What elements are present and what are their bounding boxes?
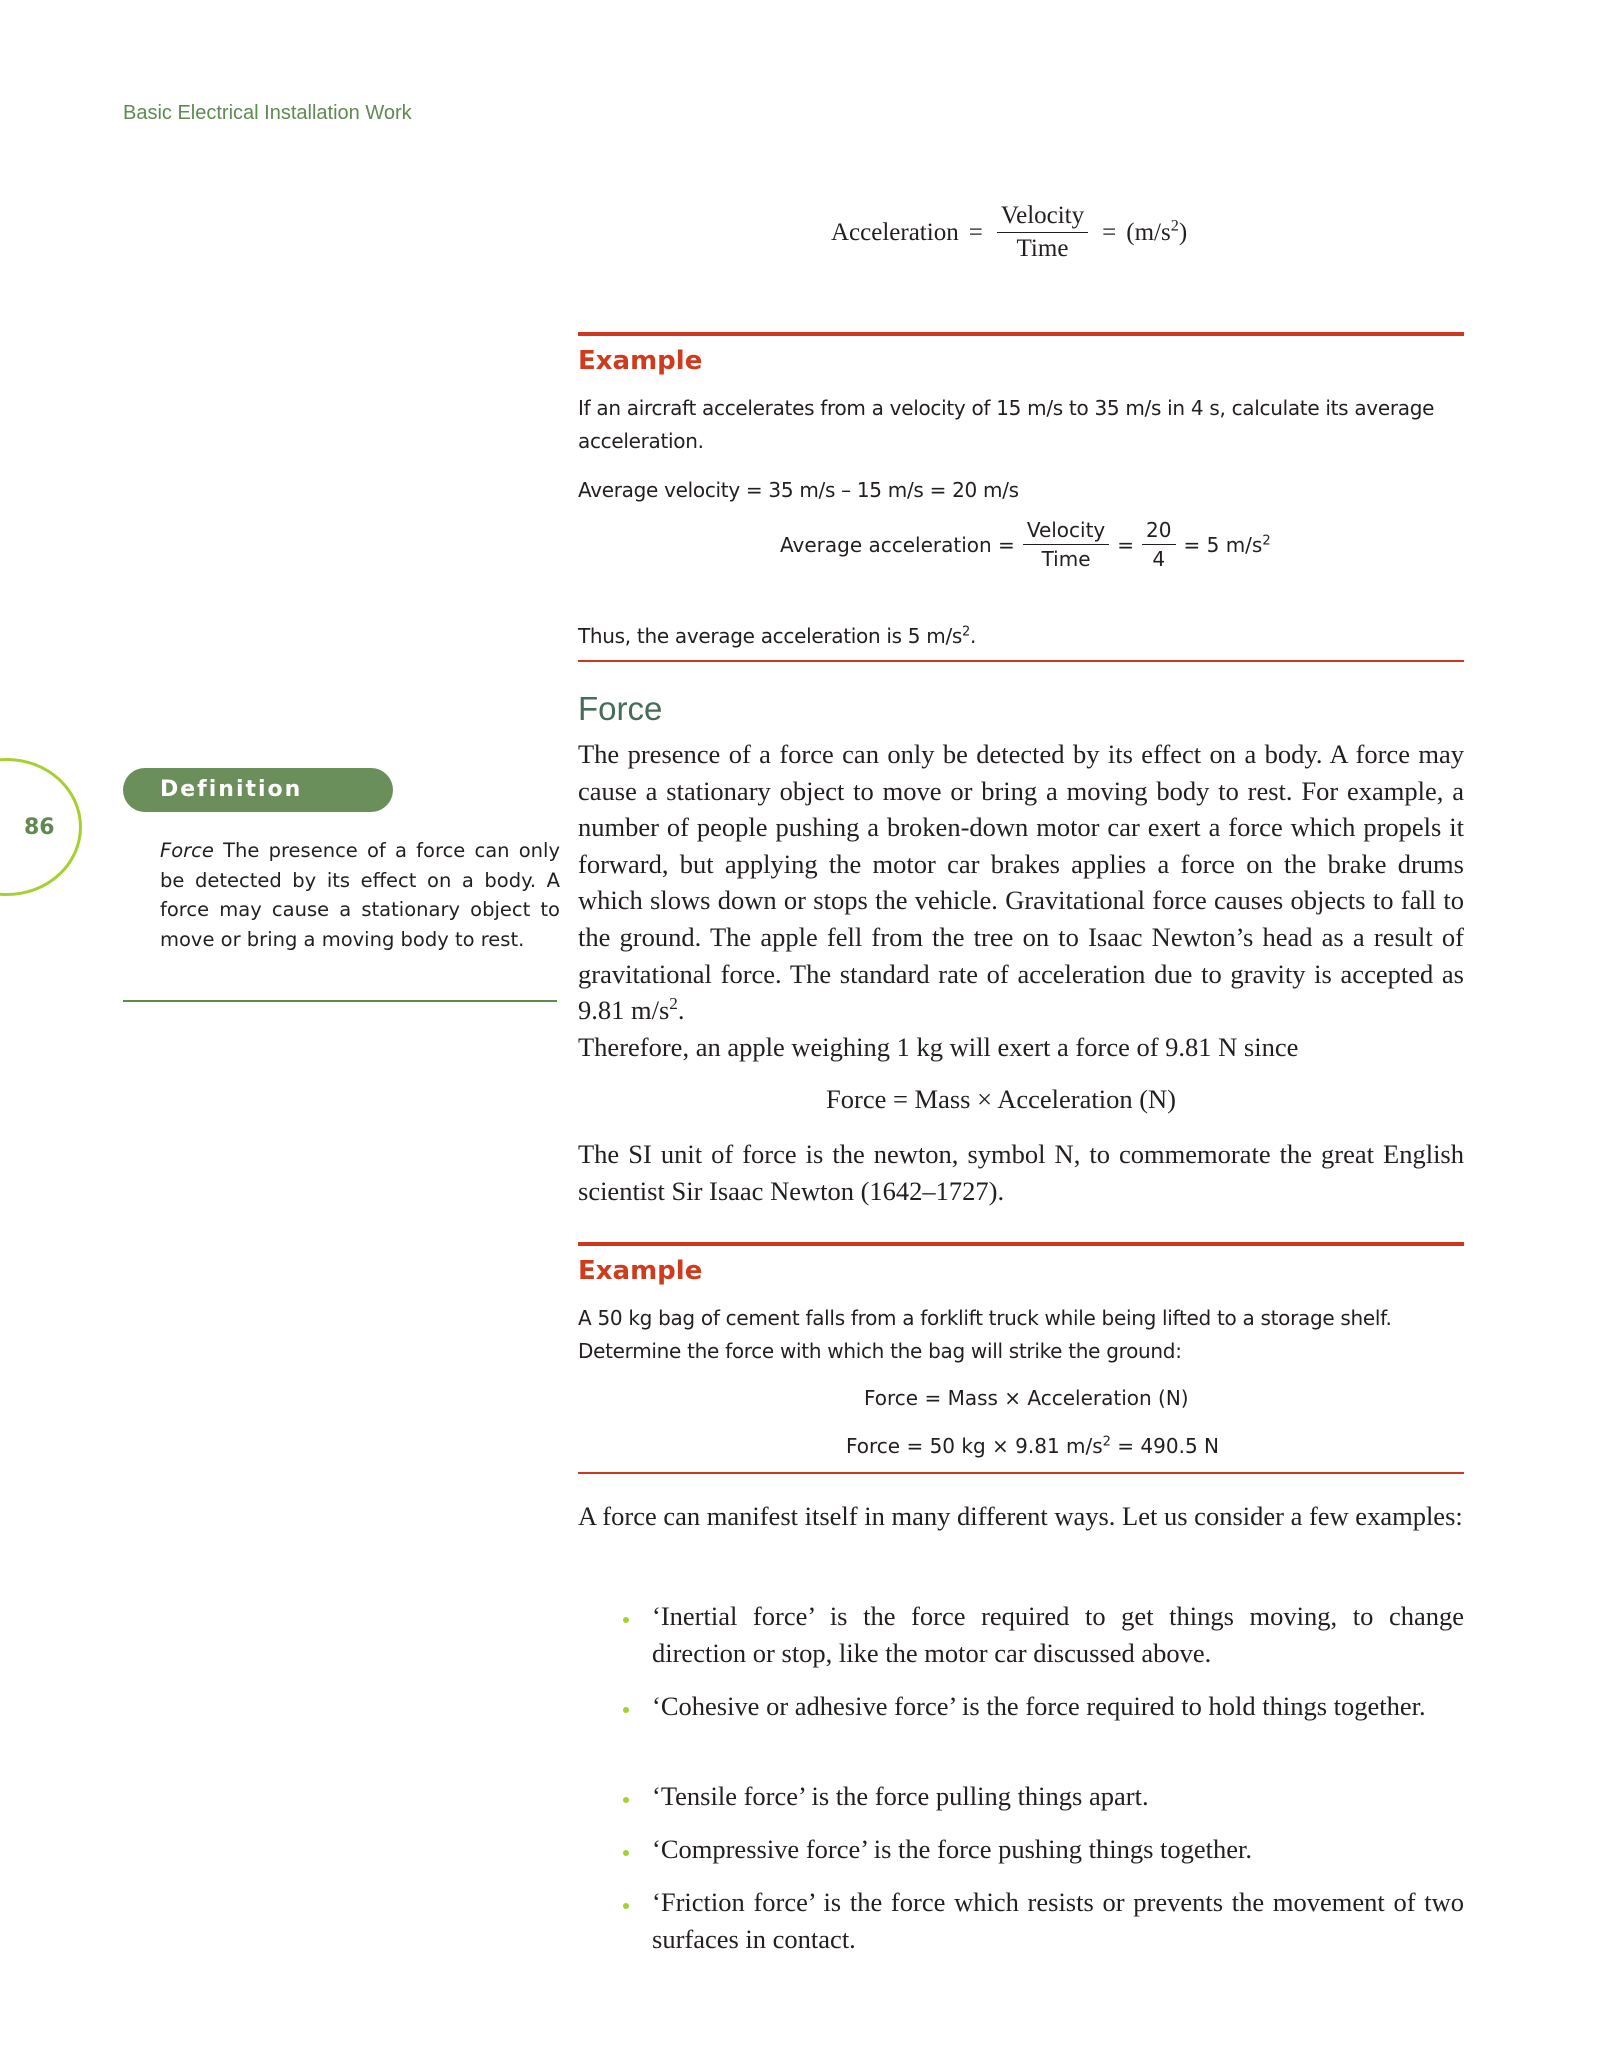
ex1-den2: 4 [1152, 547, 1166, 571]
example2-heading: Example [578, 1256, 703, 1286]
bullet-dot [623, 1707, 629, 1713]
accel-eq: = [968, 218, 983, 246]
ex1-fraction1 [1023, 518, 1109, 571]
example2-question: A 50 kg bag of cement falls from a forklift truck while being lifted to a storage shelf. Determine the force with which the bag will strike the ground: [578, 1306, 1392, 1363]
accel-rhs-eq: = [1102, 218, 1117, 246]
accel-den: Time [1016, 235, 1069, 262]
definition-body: The presence of a force can only be detected by its effect on a body. A force may cause a stationary object to move or bring a moving body to rest. [160, 839, 560, 951]
list-item: ‘Cohesive or adhesive force’ is the force required to hold things together. [652, 1691, 1426, 1721]
ex1-num2: 20 [1142, 518, 1175, 545]
ex1-den1: Time [1041, 547, 1091, 571]
list-item: ‘Friction force’ is the force which resists or prevents the movement of two surfaces in contact. [652, 1887, 1464, 1954]
definition-term: Force [160, 839, 214, 862]
bullet-dot [623, 1903, 629, 1909]
ex1-fraction2 [1142, 518, 1175, 571]
example1-heading: Example [578, 346, 703, 376]
example2-top-rule [578, 1242, 1464, 1246]
example2-line2: Force = 50 kg × 9.81 $m/s^2 = 490.5$ N [846, 1434, 1219, 1458]
example1-top-rule [578, 332, 1464, 336]
example1-bottom-rule [578, 660, 1464, 662]
force-formula: Force = Mass × Acceleration (N) [826, 1084, 1176, 1114]
accel-fraction [997, 202, 1088, 263]
accel-lhs: Acceleration [831, 218, 959, 246]
ex1-num1: Velocity [1023, 518, 1109, 545]
bullet-dot [623, 1850, 629, 1856]
example1-question: If an aircraft accelerates from a velocity of 15 m/s to 35 m/s in 4 s, calculate its average acceleration. [578, 396, 1435, 453]
ex1-eq-lhs: Average acceleration = [780, 532, 1015, 557]
example1-conclusion: Thus, the average acceleration is 5 $m/s^2$. [578, 624, 977, 648]
definition-rule [123, 1000, 557, 1002]
definition-text [160, 836, 560, 954]
example2-line1: Force = Mass × Acceleration (N) [864, 1386, 1189, 1410]
definition-label: Definition [123, 768, 393, 812]
list-item: ‘Compressive force’ is the force pushing things together. [652, 1834, 1253, 1864]
accel-unit: $(m/s^2)$ [1126, 216, 1188, 246]
section-title-force: Force [578, 690, 663, 727]
page-number: 86 [24, 815, 55, 840]
list-item: ‘Inertial force’ is the force required to get things moving, to change direction or stop, like the motor car discussed above. [652, 1601, 1464, 1668]
bullet-dot [623, 1797, 629, 1803]
ex1-eq-rhs: = 5 $m/s^2$ [1183, 532, 1271, 557]
running-head: Basic Electrical Installation Work [123, 102, 412, 124]
bullet-dot [623, 1617, 629, 1623]
ex1-eq-mid: = [1117, 532, 1135, 557]
accel-num: Velocity [997, 202, 1088, 233]
force-paragraph-2: The SI unit of force is the newton, symbol N, to commemorate the great English scientist Sir Isaac Newton (1642–1727). [578, 1139, 1464, 1206]
list-item: ‘Tensile force’ is the force pulling things apart. [652, 1781, 1149, 1811]
manifest-intro: A force can manifest itself in many different ways. Let us consider a few examples: [578, 1501, 1463, 1531]
example1-line1: Average velocity = 35 m/s – 15 m/s = 20 m/s [578, 478, 1019, 502]
example2-bottom-rule [578, 1472, 1464, 1474]
force-paragraph-1: The presence of a force can only be detected by its effect on a body. A force may cause a stationary object to move or bring a moving body to rest. For example, a number of people pushing a broken-down motor car exert a force which propels it forward, but applying the motor car brakes applies a force on the brake drums which slows down or stops the vehicle. Gravitational force causes objects to fall to the ground. The apple fell from the tree on to Isaac Newton’s head as a result of gravitational force. The standard rate of acceleration due to gravity is accepted as 9.81 $m/s^2$. Therefore, an apple weighing 1 kg will exert a force of 9.81 N since [578, 739, 1464, 1062]
acceleration-formula [831, 202, 1187, 263]
example1-equation [780, 518, 1271, 571]
